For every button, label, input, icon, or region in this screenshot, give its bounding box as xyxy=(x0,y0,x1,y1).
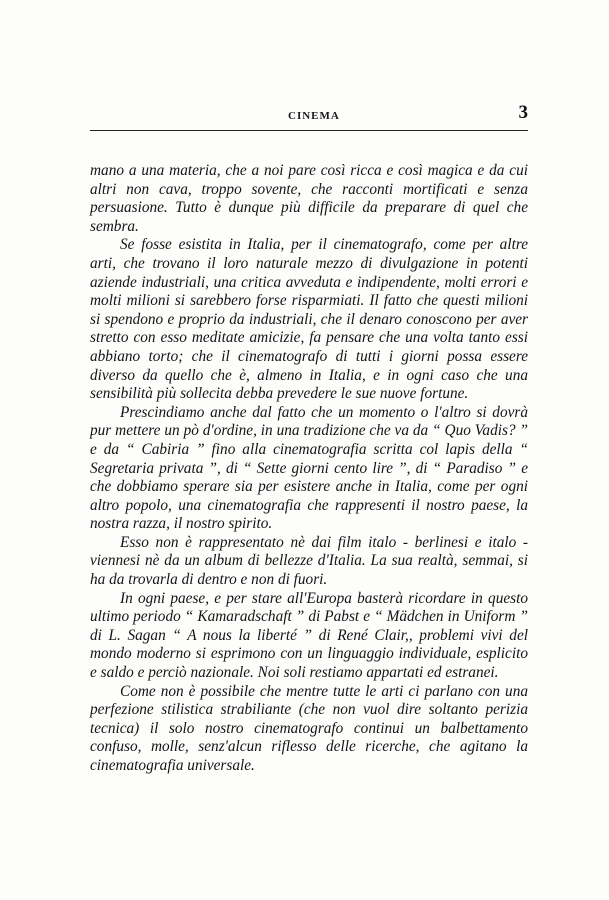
page-header xyxy=(90,104,528,131)
paragraph-4: Esso non è rappresentato nè dai film italo - berlinesi e italo - viennesi nè da un album di bellezze d'Italia. La sua realtà, semmai, si ha da trovarla di dentro e non di fuori. xyxy=(90,533,528,589)
paragraph-5: In ogni paese, e per stare all'Europa basterà ricordare in questo ultimo periodo “ Kamaradschaft ” di Pabst e “ Mädchen in Uniform ” di L. Sagan “ A nous la liberté ” di René Clair,, problemi vivi del mondo moderno si esprimono con un linguaggio individuale, esplicito e saldo e perciò nazionale. Noi soli restiamo appartati ed estranei. xyxy=(90,589,528,682)
paragraph-3: Prescindiamo anche dal fatto che un momento o l'altro si dovrà pur mettere un pò d'ordine, in una tradizione che va da “ Quo Vadis? ” e da “ Cabiria ” fino alla cinematografia scritta col lapis della “ Segretaria privata ”, di “ Sette giorni cento lire ”, di “ Paradiso ” e che dobbiamo sperare sia per esistere anche in Italia, come per ogni altro popolo, una cinematografia che rappresenti il nostro paese, la nostra razza, il nostro spirito. xyxy=(90,403,528,533)
article-body xyxy=(90,162,528,776)
paragraph-6: Come non è possibile che mentre tutte le arti ci parlano con una perfezione stilistica strabiliante (che non vuol dire soltanto perizia tecnica) il solo nostro cinematografo continui un balbettamento confuso, molle, senz'alcun riflesso delle ricerche, che agitano la cinematografia universale. xyxy=(90,682,528,774)
running-title: CINEMA xyxy=(288,110,340,122)
paragraph-2: Se fosse esistita in Italia, per il cinematografo, come per altre arti, che trovano il loro naturale mezzo di divulgazione in potenti aziende industriali, una critica avveduta e indipendente, molti errori e molti milioni si sarebbero forse risparmiati. Il fatto che questi milioni si spendono e proprio da industriali, che il denaro conoscono per aver stretto con esso meditate amicizie, fa pensare che una volta tanto essi abbiano torto; che il cinematografo di tutti i giorni possa essere diverso da quello che è, almeno in Italia, e in ogni caso che una sensibilità più sollecita debba prevedere le sue nuove fortune. xyxy=(90,236,528,403)
paragraph-1: mano a una materia, che a noi pare così ricca e così magica e da cui altri non cava, troppo sovente, che racconti mortificati e senza persuasione. Tutto è dunque più difficile da preparare di quel che sembra. xyxy=(90,162,528,235)
page-number: 3 xyxy=(518,102,528,123)
